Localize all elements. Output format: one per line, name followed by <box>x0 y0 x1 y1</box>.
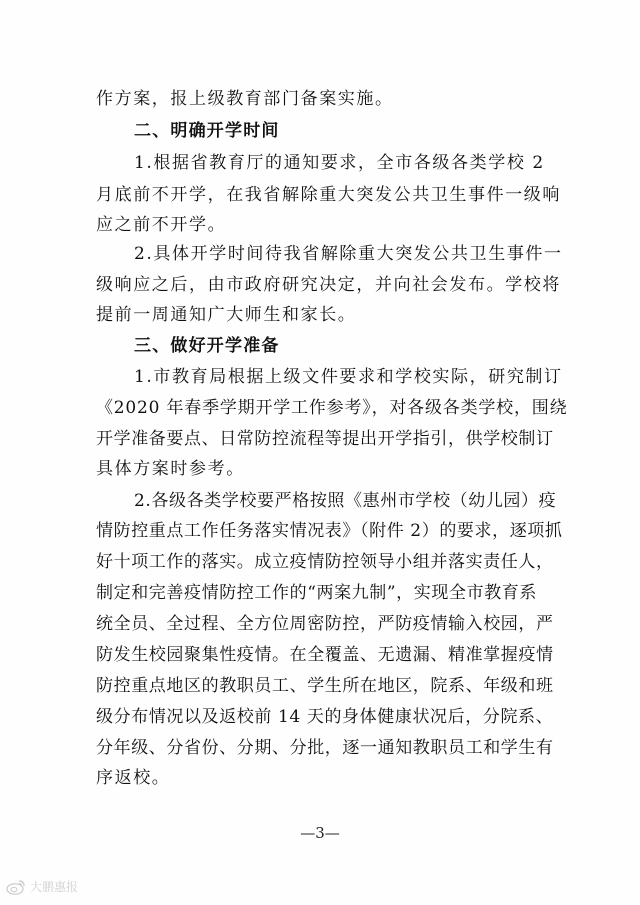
text-line: 2.具体开学时间待我省解除重大突发公共卫生事件一 <box>134 244 563 264</box>
section-heading: 二、明确开学时间 <box>134 121 280 141</box>
text-line: 应之前不开学。 <box>96 215 227 235</box>
text-line: 开学准备要点、日常防控流程等提出开学指引，供学校制订 <box>96 429 554 449</box>
text-line: 级分布情况以及返校前 14 天的身体健康状况后，分院系、 <box>96 707 554 727</box>
text-line: 分年级、分省份、分期、分批，逐一通知教职员工和学生有 <box>96 738 554 758</box>
watermark-text: 大鹏惠报 <box>30 880 79 894</box>
text-line: 2.各级各类学校要严格按照《惠州市学校（幼儿园）疫 <box>134 491 557 511</box>
text-line: 序返校。 <box>96 768 171 788</box>
text-line: 防发生校园聚集性疫情。在全覆盖、无遗漏、精准掌握疫情 <box>96 645 554 665</box>
text-line: 月底前不开学，在我省解除重大突发公共卫生事件一级响 <box>96 185 561 205</box>
section-heading: 三、做好开学准备 <box>134 336 280 356</box>
text-line: 具体方案时参考。 <box>96 459 245 479</box>
text-line: 提前一周通知广大师生和家长。 <box>96 305 357 325</box>
text-line: 1.根据省教育厅的通知要求，全市各级各类学校 2 <box>134 153 545 173</box>
text-line: 好十项工作的落实。成立疫情防控领导小组并落实责任人， <box>96 552 554 572</box>
weibo-icon <box>6 879 26 895</box>
text-line: 制定和完善疫情防控工作的“两案九制”，实现全市教育系 <box>96 583 537 603</box>
text-line: 级响应之后，由市政府研究决定，并向社会发布。学校将 <box>96 275 561 295</box>
text-line: 防控重点地区的教职员工、学生所在地区，院系、年级和班 <box>96 676 554 696</box>
text-line: 情防控重点工作任务落实情况表》（附件 2）的要求，逐项抓 <box>96 521 563 541</box>
watermark <box>6 878 78 895</box>
text-line: 作方案，报上级教育部门备案实施。 <box>96 89 394 109</box>
text-line: 《2020 年春季学期开学工作参考》，对各级各类学校，围绕 <box>96 398 568 418</box>
text-line: 统全员、全过程、全方位周密防控，严防疫情输入校园，严 <box>96 614 554 634</box>
text-line: 1.市教育局根据上级文件要求和学校实际，研究制订 <box>134 367 563 387</box>
page-number: —3— <box>300 824 340 842</box>
